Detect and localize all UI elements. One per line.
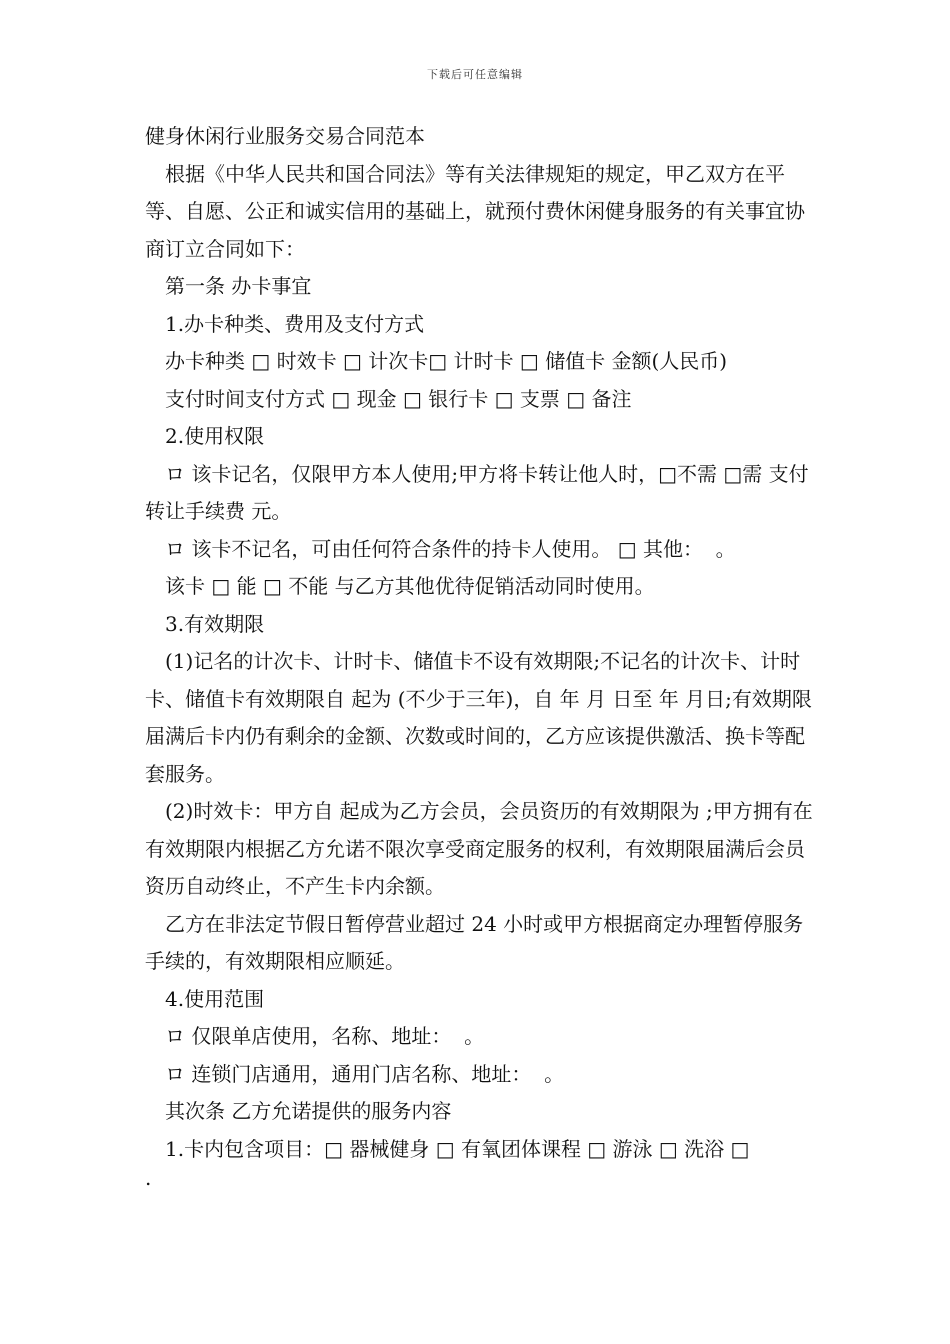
validity-paragraph-1: (1)记名的计次卡、计时卡、储值卡不设有效期限;不记名的计次卡、计时卡、储值卡有效期限自 起为 (不少于三年)，自 年 月 日至 年 月日;有效期限届满后卡内仍有剩余的金额、次数或时间的，乙方应该提供激活、换卡等配套服务。 <box>145 649 812 786</box>
document-body <box>145 118 817 1188</box>
trailing-dot: . <box>145 1166 152 1190</box>
services-line: 1.卡内包含项目：□ 器械健身 □ 有氧团体课程 □ 游泳 □ 洗浴 □ <box>165 1136 750 1161</box>
article1-heading: 第一条 办卡事宜 <box>165 274 312 298</box>
unnamed-card-paragraph: ロ 该卡不记名，可由任何符合条件的持卡人使用。 □ 其他： 。 <box>165 536 736 561</box>
validity-paragraph-2: (2)时效卡：甲方自 起成为乙方会员，会员资历的有效期限为 ;甲方拥有在有效期限内根据乙方允诺不限次享受商定服务的权利，有效期限届满后会员资历自动终止，不产生卡内余额。 <box>145 799 813 898</box>
document-title: 健身休闲行业服务交易合同范本 <box>145 124 425 148</box>
named-card-paragraph: ロ 该卡记名，仅限甲方本人使用;甲方将卡转让他人时，□不需 □需 支付转让手续费 元。 <box>145 461 809 523</box>
intro-paragraph: 根据《中华人民共和国合同法》等有关法律规矩的规定，甲乙双方在平等、自愿、公正和诚实信用的基础上，就预付费休闲健身服务的有关事宜协商订立合同如下： <box>145 161 805 261</box>
item2-heading: 2.使用权限 <box>165 424 265 448</box>
single-store-line: ロ 仅限单店使用，名称、地址： 。 <box>165 1024 485 1048</box>
item4-heading: 4.使用范围 <box>165 986 265 1011</box>
card-types-line: 办卡种类 □ 时效卡 □ 计次卡□ 计时卡 □ 储值卡 金额(人民币) <box>165 349 728 373</box>
promo-paragraph: 该卡 □ 能 □ 不能 与乙方其他优待促销活动同时使用。 <box>165 574 655 598</box>
payment-line: 支付时间支付方式 □ 现金 □ 银行卡 □ 支票 □ 备注 <box>165 386 632 411</box>
item3-heading: 3.有效期限 <box>165 611 265 636</box>
chain-store-line: ロ 连锁门店通用，通用门店名称、地址： 。 <box>165 1061 565 1086</box>
article2-heading: 其次条 乙方允诺提供的服务内容 <box>165 1099 452 1123</box>
suspension-paragraph: 乙方在非法定节假日暂停营业超过 24 小时或甲方根据商定办理暂停服务手续的，有效期限相应顺延。 <box>145 911 804 973</box>
item1-heading: 1.办卡种类、费用及支付方式 <box>165 311 425 336</box>
page-header-note: 下载后可任意编辑 <box>427 68 523 81</box>
